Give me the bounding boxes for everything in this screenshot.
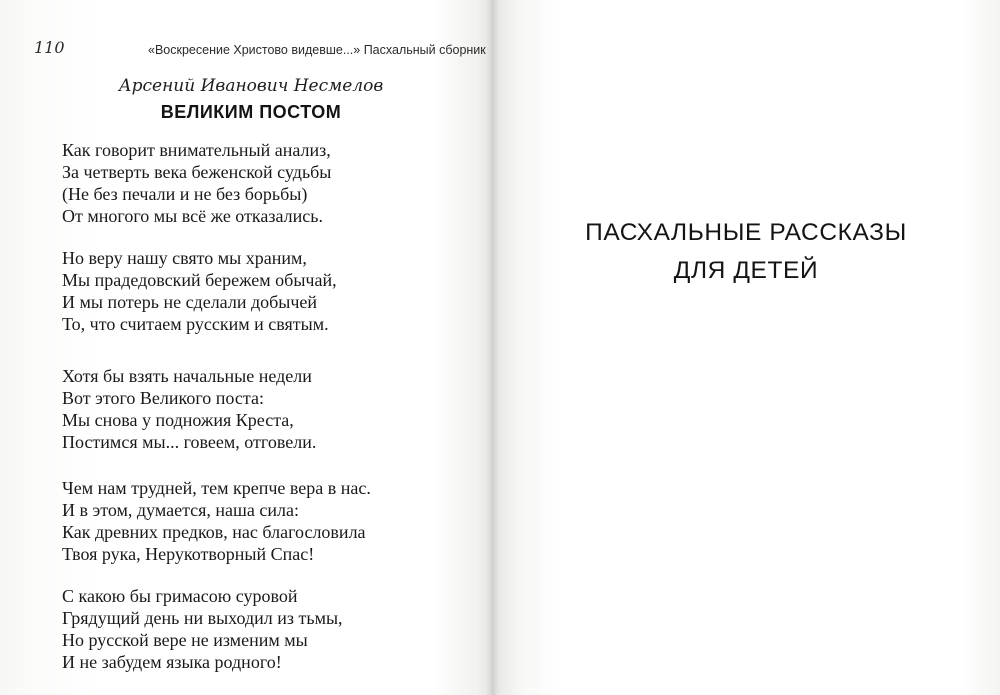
- poem-line: Как говорит внимательный анализ,: [62, 140, 331, 160]
- poem-line: (Не без печали и не без борьбы): [62, 184, 308, 204]
- poem-line: Твоя рука, Нерукотворный Спас!: [62, 544, 315, 564]
- poem-line: Но веру нашу свято мы храним,: [62, 248, 307, 268]
- page-number: 110: [34, 38, 65, 57]
- poem-line: И в этом, думается, наша сила:: [62, 500, 299, 520]
- poem-line: Как древних предков, нас благословила: [62, 522, 366, 542]
- section-title: [492, 214, 1000, 290]
- stanza: [62, 477, 482, 565]
- section-title-line: ДЛЯ ДЕТЕЙ: [673, 257, 819, 284]
- poem-line: Постимся мы... говеем, отговели.: [62, 432, 317, 452]
- right-page: [492, 0, 1000, 695]
- poem-line: То, что считаем русским и святым.: [62, 314, 329, 334]
- poem-line: Но русской вере не изменим мы: [62, 630, 308, 650]
- running-header: «Воскресение Христово видевше...» Пасхальный сборник: [148, 43, 486, 57]
- book-gutter: [486, 0, 498, 695]
- poem-line: Мы снова у подножия Креста,: [62, 410, 294, 430]
- poem-author: Арсений Иванович Несмелов: [118, 76, 384, 96]
- poem-line: С какою бы гримасою суровой: [62, 586, 298, 606]
- poem-line: Чем нам трудней, тем крепче вера в нас.: [62, 478, 371, 498]
- poem-line: Мы прадедовский бережем обычай,: [62, 270, 337, 290]
- poem-line: За четверть века беженской судьбы: [62, 162, 332, 182]
- poem-line: Вот этого Великого поста:: [62, 388, 264, 408]
- stanza: [62, 585, 482, 673]
- section-title-line: ПАСХАЛЬНЫЕ РАССКАЗЫ: [585, 219, 907, 246]
- poem-line: И мы потерь не сделали добычей: [62, 292, 318, 312]
- left-page: [0, 0, 492, 695]
- stanza: [62, 139, 482, 227]
- poem-line: Хотя бы взять начальные недели: [62, 366, 312, 386]
- stanza: [62, 247, 482, 335]
- poem-body: [62, 139, 482, 673]
- poem-line: Грядущий день ни выходил из тьмы,: [62, 608, 343, 628]
- poem-line: И не забудем языка родного!: [62, 652, 282, 672]
- poem-line: От многого мы всё же отказались.: [62, 206, 323, 226]
- stanza: [62, 365, 482, 453]
- poem-title: ВЕЛИКИМ ПОСТОМ: [160, 102, 342, 122]
